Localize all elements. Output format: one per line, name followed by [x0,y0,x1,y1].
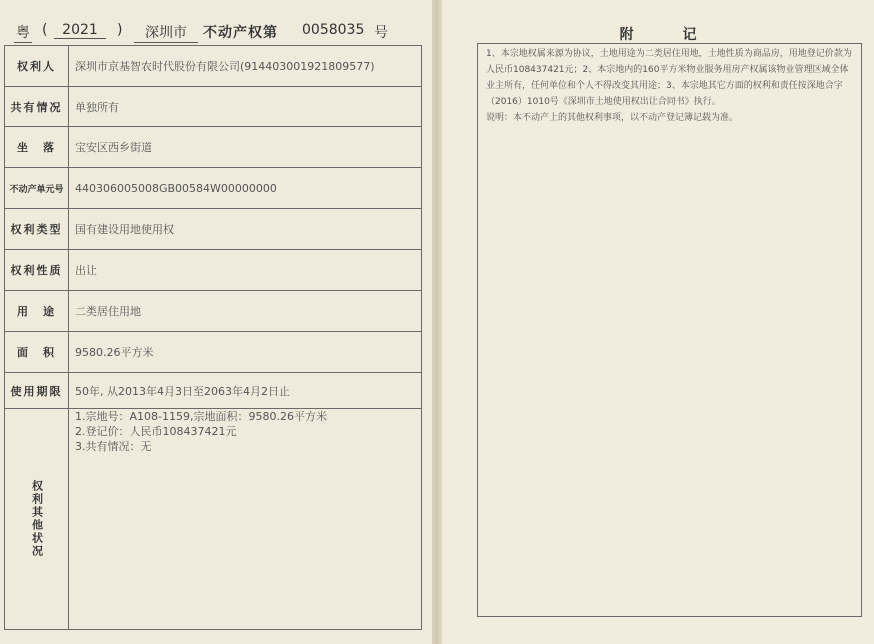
right-nature-value: 出让 [69,250,422,291]
other-status-line: 3.共有情况：无 [75,440,152,453]
other-status-value [69,409,422,630]
certificate-title: 不动产权第 [203,25,278,41]
certificate-number: 0058035 [302,22,365,38]
certificate-suffix: 号 [374,25,388,41]
annex-header [442,24,874,44]
table-row [5,250,422,291]
paren-open: ( [42,22,48,38]
other-status-line: 2.登记价：人民币108437421元 [75,425,237,438]
other-status-line: 1.宗地号：A108-1159,宗地面积：9580.26平方米 [75,410,327,423]
table-row [5,409,422,630]
table-row [5,209,422,250]
row-label: 使用期限 [5,373,69,409]
table-row [5,127,422,168]
certificate-number-header [0,18,432,44]
certificate-year: 2021 [54,22,106,39]
co-ownership-value: 单独所有 [69,87,422,127]
table-row [5,46,422,87]
row-label: 共有情况 [5,87,69,127]
row-label: 不动产单元号 [5,168,69,209]
table-row [5,168,422,209]
location-value: 宝安区西乡街道 [69,127,422,168]
table-row [5,291,422,332]
table-row [5,87,422,127]
row-label: 权利类型 [5,209,69,250]
book-spine [432,0,442,644]
row-label: 用 途 [5,291,69,332]
annex-note: 1、本宗地权属来源为协议，土地用途为二类居住用地，土地性质为商品房，用地登记价款为人民币108437421元；2、本宗地内的160平方米物业服务用房产权属该物业管理区域全体业主所有，任何单位和个人不得改变其用途；3、本宗地其它方面的权利和责任按深地合字（2016）1010号《深圳市土地使用权出让合同书》执行。 [486,49,852,107]
annex-box [477,43,862,617]
unit-number-value: 440306005008GB00584W00000000 [69,168,422,209]
area-value: 9580.26平方米 [69,332,422,373]
row-label: 权利人 [5,46,69,87]
annex-title-char: 附 [619,27,634,43]
other-status-label: 权利其他状况 [5,409,69,630]
term-value: 50年, 从2013年4月3日至2063年4月2日止 [69,373,422,409]
property-info-table [4,45,422,630]
paren-close: ) [117,22,123,38]
row-label: 权利性质 [5,250,69,291]
table-row [5,332,422,373]
row-label: 面 积 [5,332,69,373]
owner-value: 深圳市京基智农时代股份有限公司(914403001921809577) [69,46,422,87]
row-label: 坐 落 [5,127,69,168]
right-type-value: 国有建设用地使用权 [69,209,422,250]
usage-value: 二类居住用地 [69,291,422,332]
province-abbr: 粤 [14,22,32,43]
annex-note-explanation: 说明：本不动产上的其他权利事项，以不动产登记簿记载为准。 [486,113,739,123]
annex-title-char: 记 [682,27,697,43]
certificate-city: 深圳市 [134,22,198,43]
table-row [5,373,422,409]
